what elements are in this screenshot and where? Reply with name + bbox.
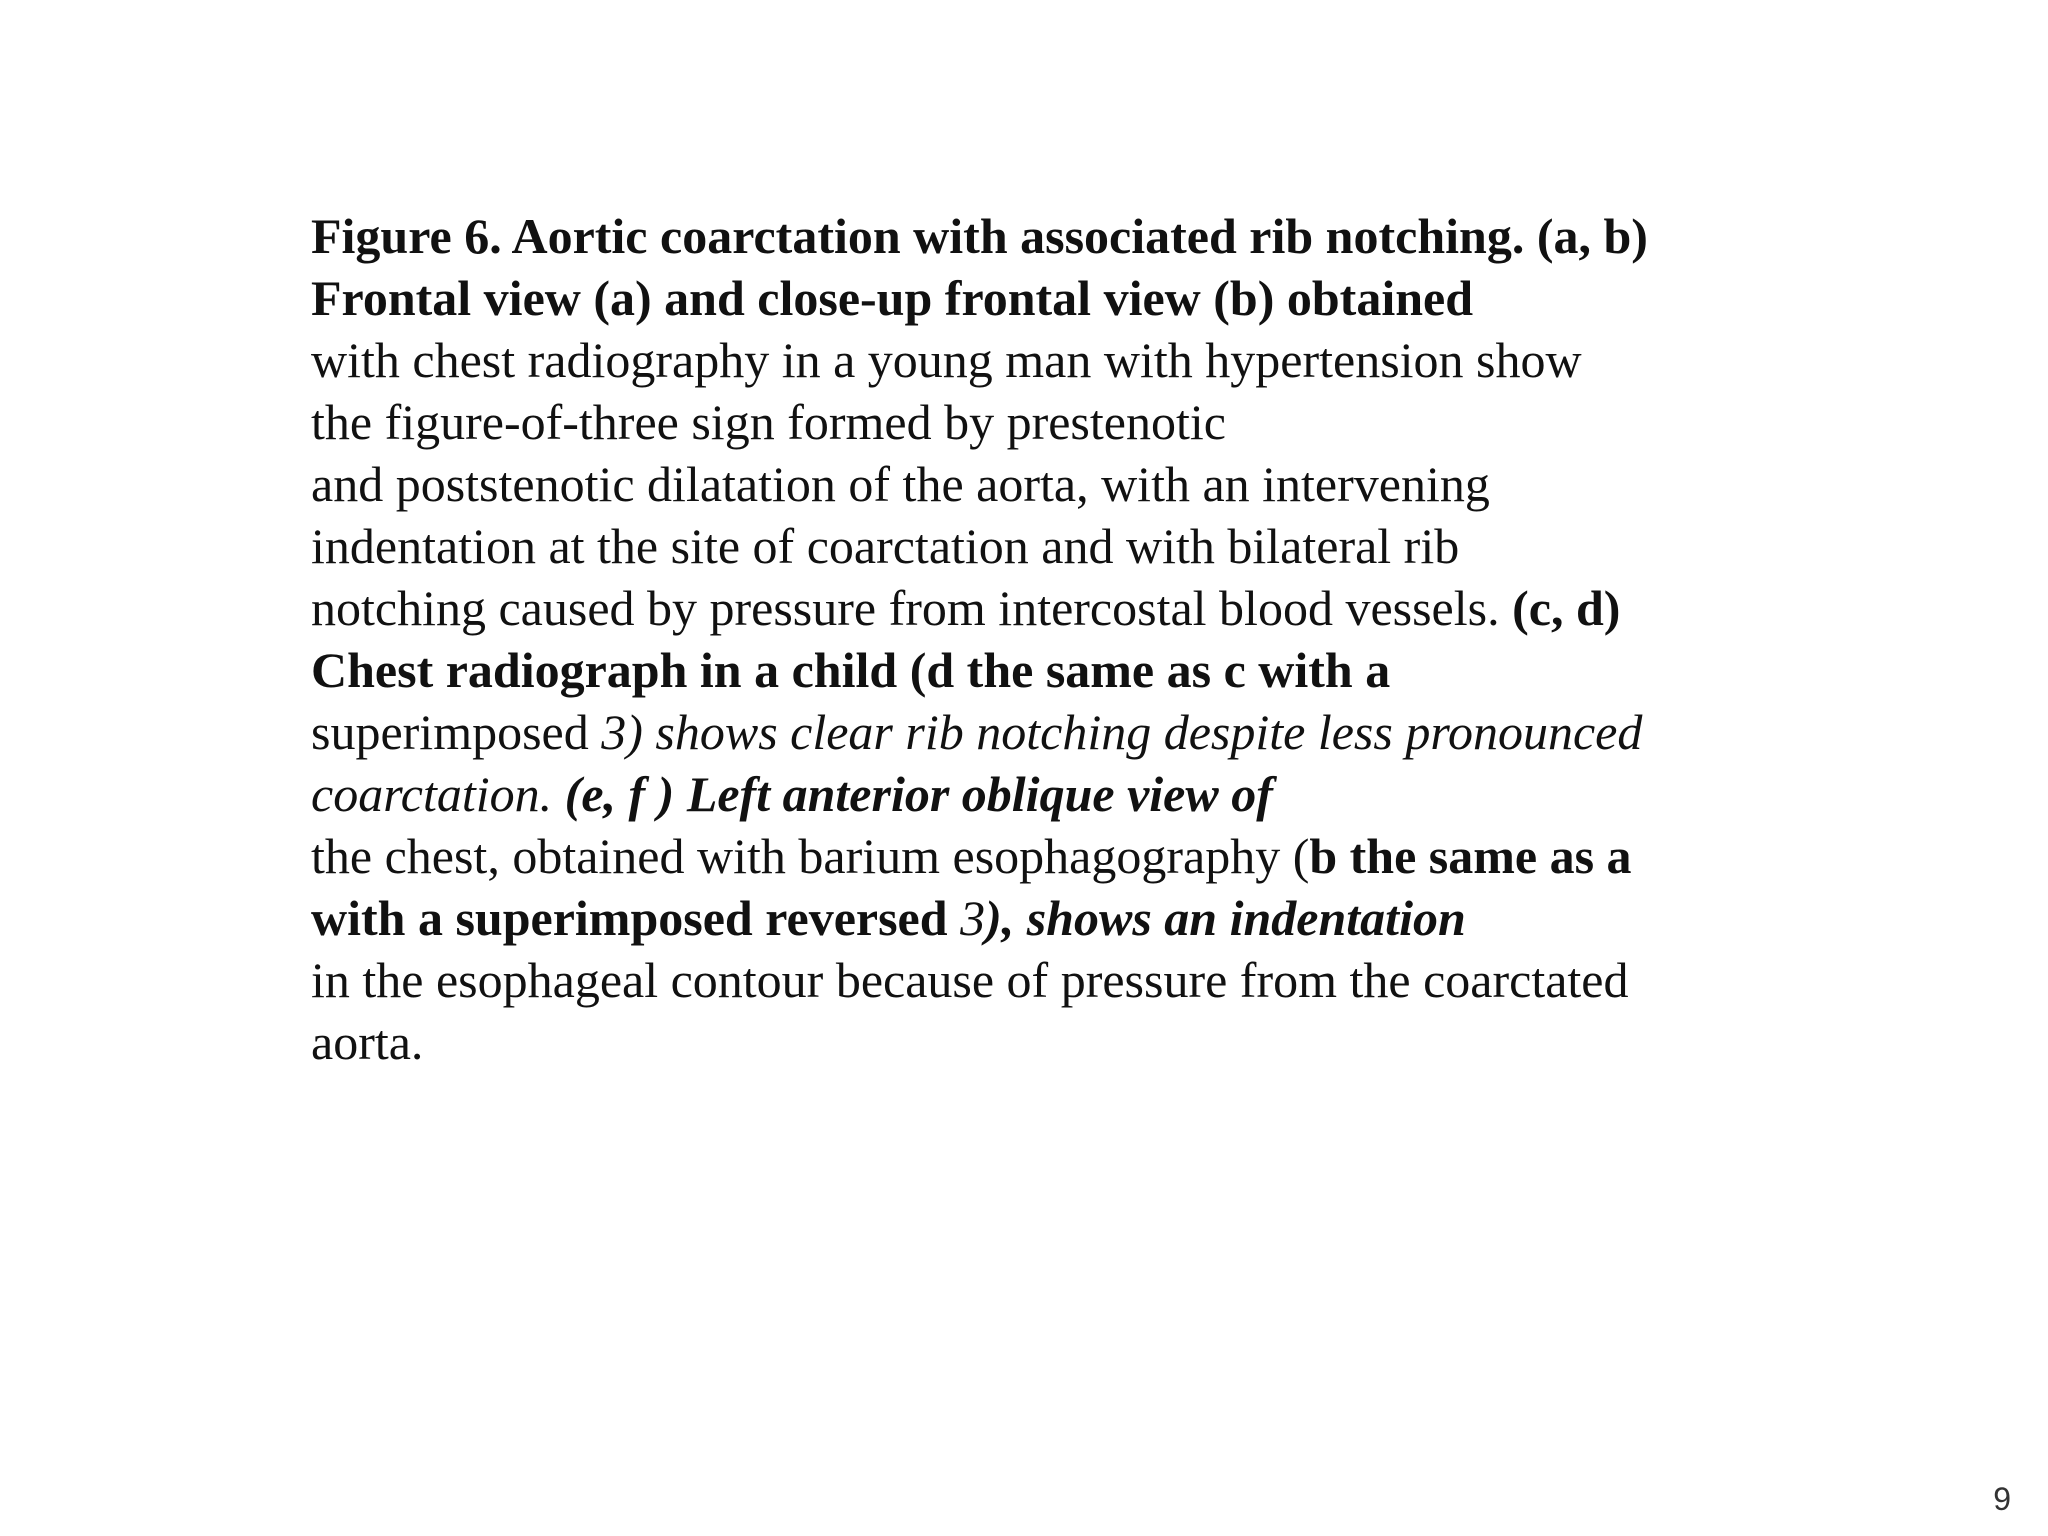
caption-line-7 <box>311 577 1871 639</box>
caption-line-7-text: notching caused by pressure from intercostal blood vessels. <box>311 580 1500 636</box>
caption-line-6: indentation at the site of coarctation and with bilateral rib <box>311 518 1460 574</box>
caption-line-2: Frontal view (a) and close-up frontal view (b) obtained <box>311 270 1474 326</box>
caption-line-9-text: superimposed <box>311 704 589 760</box>
caption-line-5: and poststenotic dilatation of the aorta, with an intervening <box>311 456 1490 512</box>
figure-caption <box>311 205 1871 1073</box>
caption-line-13: in the esophageal contour because of pressure from the coarctated <box>311 952 1629 1008</box>
caption-line-12 <box>311 887 1871 949</box>
caption-line-14: aorta. <box>311 1014 424 1070</box>
caption-line-9-italic: 3) shows clear rib notching despite less pronounced <box>601 704 1643 760</box>
caption-line-7-label: (c, d) <box>1512 580 1621 636</box>
caption-line-11-bold: b the same as a <box>1309 828 1632 884</box>
caption-line-3: with chest radiography in a young man with hypertension show <box>311 332 1582 388</box>
caption-line-11-text: the chest, obtained with barium esophagography ( <box>311 828 1310 884</box>
caption-line-12-bold-italic: ), shows an indentation <box>985 890 1466 946</box>
caption-line-11 <box>311 825 1871 887</box>
page-number: 9 <box>1993 1481 2011 1517</box>
caption-line-10-bold-italic: (e, f ) Left anterior oblique view of <box>564 766 1273 822</box>
caption-line-4: the figure-of-three sign formed by prestenotic <box>311 394 1226 450</box>
caption-line-12-bold: with a superimposed reversed <box>311 890 948 946</box>
caption-line-1: Figure 6. Aortic coarctation with associated rib notching. (a, b) <box>311 208 1648 264</box>
caption-line-10-italic: coarctation. <box>311 766 553 822</box>
caption-line-9 <box>311 701 1871 763</box>
caption-line-12-italic: 3 <box>960 890 986 946</box>
caption-line-10 <box>311 763 1871 825</box>
caption-line-8: Chest radiograph in a child (d the same as c with a <box>311 642 1391 698</box>
